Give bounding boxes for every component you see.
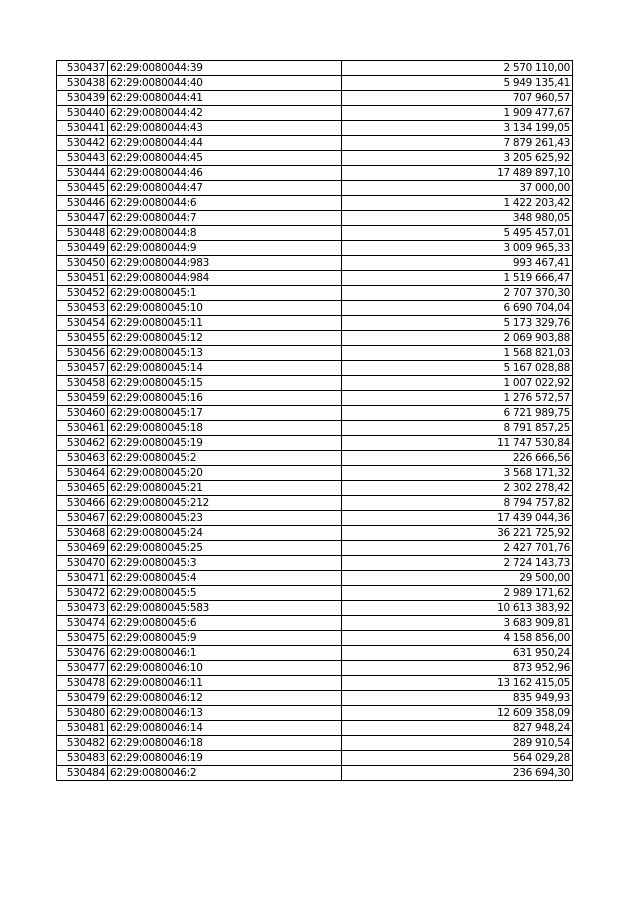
cadastral-number-cell: 62:29:0080046:19 (108, 751, 342, 766)
cadastral-value-cell: 5 173 329,76 (342, 316, 573, 331)
row-number-cell: 530449 (57, 241, 108, 256)
cadastral-number-cell: 62:29:0080044:984 (108, 271, 342, 286)
table-row (57, 451, 573, 466)
cadastral-number-cell: 62:29:0080045:13 (108, 346, 342, 361)
cadastral-number-cell: 62:29:0080044:44 (108, 136, 342, 151)
cadastral-number-cell: 62:29:0080045:4 (108, 571, 342, 586)
table-row (57, 376, 573, 391)
table-row (57, 646, 573, 661)
table-row (57, 391, 573, 406)
cadastral-number-cell: 62:29:0080044:6 (108, 196, 342, 211)
cadastral-value-cell: 2 302 278,42 (342, 481, 573, 496)
cadastral-number-cell: 62:29:0080045:5 (108, 586, 342, 601)
table-row (57, 706, 573, 721)
cadastral-value-cell: 1 519 666,47 (342, 271, 573, 286)
table-row (57, 676, 573, 691)
row-number-cell: 530476 (57, 646, 108, 661)
cadastral-value-cell: 564 029,28 (342, 751, 573, 766)
row-number-cell: 530468 (57, 526, 108, 541)
cadastral-number-cell: 62:29:0080046:2 (108, 766, 342, 781)
table-row (57, 316, 573, 331)
table-row (57, 91, 573, 106)
cadastral-value-cell: 3 009 965,33 (342, 241, 573, 256)
table-row (57, 76, 573, 91)
table-row (57, 556, 573, 571)
cadastral-value-cell: 4 158 856,00 (342, 631, 573, 646)
cadastral-value-cell: 2 570 110,00 (342, 61, 573, 76)
table-row (57, 421, 573, 436)
cadastral-number-cell: 62:29:0080045:25 (108, 541, 342, 556)
cadastral-number-cell: 62:29:0080044:41 (108, 91, 342, 106)
table-row (57, 301, 573, 316)
table-row (57, 196, 573, 211)
cadastral-number-cell: 62:29:0080044:9 (108, 241, 342, 256)
row-number-cell: 530453 (57, 301, 108, 316)
table-row (57, 271, 573, 286)
table-row (57, 751, 573, 766)
table-row (57, 136, 573, 151)
cadastral-number-cell: 62:29:0080045:9 (108, 631, 342, 646)
table-row (57, 736, 573, 751)
row-number-cell: 530445 (57, 181, 108, 196)
row-number-cell: 530464 (57, 466, 108, 481)
cadastral-number-cell: 62:29:0080044:47 (108, 181, 342, 196)
table-body (57, 61, 573, 781)
cadastral-number-cell: 62:29:0080045:10 (108, 301, 342, 316)
row-number-cell: 530479 (57, 691, 108, 706)
cadastral-number-cell: 62:29:0080046:14 (108, 721, 342, 736)
cadastral-value-cell: 10 613 383,92 (342, 601, 573, 616)
cadastral-value-cell: 37 000,00 (342, 181, 573, 196)
cadastral-number-cell: 62:29:0080044:40 (108, 76, 342, 91)
cadastral-value-cell: 17 489 897,10 (342, 166, 573, 181)
cadastral-number-cell: 62:29:0080045:19 (108, 436, 342, 451)
cadastral-value-cell: 17 439 044,36 (342, 511, 573, 526)
row-number-cell: 530438 (57, 76, 108, 91)
cadastral-number-cell: 62:29:0080045:24 (108, 526, 342, 541)
cadastral-value-cell: 707 960,57 (342, 91, 573, 106)
cadastral-value-cell: 13 162 415,05 (342, 676, 573, 691)
table-row (57, 241, 573, 256)
table-row (57, 61, 573, 76)
cadastral-number-cell: 62:29:0080046:1 (108, 646, 342, 661)
cadastral-number-cell: 62:29:0080045:212 (108, 496, 342, 511)
row-number-cell: 530454 (57, 316, 108, 331)
row-number-cell: 530448 (57, 226, 108, 241)
table-row (57, 121, 573, 136)
row-number-cell: 530477 (57, 661, 108, 676)
cadastral-value-cell: 6 690 704,04 (342, 301, 573, 316)
cadastral-number-cell: 62:29:0080044:983 (108, 256, 342, 271)
row-number-cell: 530483 (57, 751, 108, 766)
cadastral-number-cell: 62:29:0080045:6 (108, 616, 342, 631)
table-row (57, 586, 573, 601)
table-row (57, 526, 573, 541)
cadastral-value-cell: 5 495 457,01 (342, 226, 573, 241)
row-number-cell: 530471 (57, 571, 108, 586)
cadastral-number-cell: 62:29:0080045:21 (108, 481, 342, 496)
table-row (57, 661, 573, 676)
cadastral-value-cell: 289 910,54 (342, 736, 573, 751)
cadastral-value-cell: 348 980,05 (342, 211, 573, 226)
row-number-cell: 530439 (57, 91, 108, 106)
cadastral-number-cell: 62:29:0080044:42 (108, 106, 342, 121)
row-number-cell: 530478 (57, 676, 108, 691)
row-number-cell: 530452 (57, 286, 108, 301)
table-row (57, 106, 573, 121)
row-number-cell: 530443 (57, 151, 108, 166)
row-number-cell: 530461 (57, 421, 108, 436)
cadastral-value-cell: 6 721 989,75 (342, 406, 573, 421)
cadastral-value-table (56, 60, 573, 781)
cadastral-value-cell: 3 205 625,92 (342, 151, 573, 166)
cadastral-value-cell: 1 568 821,03 (342, 346, 573, 361)
cadastral-value-cell: 29 500,00 (342, 571, 573, 586)
cadastral-value-cell: 835 949,93 (342, 691, 573, 706)
cadastral-number-cell: 62:29:0080046:13 (108, 706, 342, 721)
row-number-cell: 530470 (57, 556, 108, 571)
cadastral-number-cell: 62:29:0080045:20 (108, 466, 342, 481)
cadastral-value-cell: 5 167 028,88 (342, 361, 573, 376)
cadastral-number-cell: 62:29:0080045:3 (108, 556, 342, 571)
cadastral-value-cell: 1 422 203,42 (342, 196, 573, 211)
row-number-cell: 530442 (57, 136, 108, 151)
table-row (57, 181, 573, 196)
table-row (57, 541, 573, 556)
table-row (57, 601, 573, 616)
table-row (57, 466, 573, 481)
table-row (57, 436, 573, 451)
row-number-cell: 530467 (57, 511, 108, 526)
table-row (57, 511, 573, 526)
row-number-cell: 530441 (57, 121, 108, 136)
table-row (57, 571, 573, 586)
row-number-cell: 530457 (57, 361, 108, 376)
cadastral-value-cell: 2 427 701,76 (342, 541, 573, 556)
row-number-cell: 530475 (57, 631, 108, 646)
cadastral-value-cell: 2 707 370,30 (342, 286, 573, 301)
cadastral-value-cell: 2 069 903,88 (342, 331, 573, 346)
table-row (57, 361, 573, 376)
cadastral-number-cell: 62:29:0080046:12 (108, 691, 342, 706)
table-row (57, 286, 573, 301)
row-number-cell: 530450 (57, 256, 108, 271)
cadastral-number-cell: 62:29:0080045:14 (108, 361, 342, 376)
cadastral-number-cell: 62:29:0080045:23 (108, 511, 342, 526)
cadastral-number-cell: 62:29:0080045:1 (108, 286, 342, 301)
cadastral-number-cell: 62:29:0080044:43 (108, 121, 342, 136)
cadastral-number-cell: 62:29:0080045:18 (108, 421, 342, 436)
row-number-cell: 530480 (57, 706, 108, 721)
row-number-cell: 530469 (57, 541, 108, 556)
table-row (57, 406, 573, 421)
table-row (57, 691, 573, 706)
table-row (57, 481, 573, 496)
cadastral-number-cell: 62:29:0080044:39 (108, 61, 342, 76)
cadastral-value-cell: 5 949 135,41 (342, 76, 573, 91)
table-row (57, 166, 573, 181)
cadastral-value-cell: 1 909 477,67 (342, 106, 573, 121)
cadastral-number-cell: 62:29:0080046:18 (108, 736, 342, 751)
table-row (57, 226, 573, 241)
table-row (57, 721, 573, 736)
cadastral-value-cell: 1 007 022,92 (342, 376, 573, 391)
cadastral-number-cell: 62:29:0080045:17 (108, 406, 342, 421)
cadastral-number-cell: 62:29:0080044:7 (108, 211, 342, 226)
row-number-cell: 530444 (57, 166, 108, 181)
cadastral-value-cell: 3 134 199,05 (342, 121, 573, 136)
cadastral-number-cell: 62:29:0080045:2 (108, 451, 342, 466)
row-number-cell: 530473 (57, 601, 108, 616)
row-number-cell: 530446 (57, 196, 108, 211)
cadastral-value-cell: 11 747 530,84 (342, 436, 573, 451)
row-number-cell: 530456 (57, 346, 108, 361)
table-row (57, 211, 573, 226)
table-row (57, 496, 573, 511)
cadastral-number-cell: 62:29:0080044:46 (108, 166, 342, 181)
row-number-cell: 530474 (57, 616, 108, 631)
table-row (57, 766, 573, 781)
row-number-cell: 530463 (57, 451, 108, 466)
cadastral-value-cell: 236 694,30 (342, 766, 573, 781)
cadastral-number-cell: 62:29:0080046:11 (108, 676, 342, 691)
cadastral-value-cell: 226 666,56 (342, 451, 573, 466)
cadastral-value-cell: 7 879 261,43 (342, 136, 573, 151)
table-row (57, 631, 573, 646)
row-number-cell: 530460 (57, 406, 108, 421)
row-number-cell: 530472 (57, 586, 108, 601)
cadastral-value-cell: 993 467,41 (342, 256, 573, 271)
cadastral-number-cell: 62:29:0080045:15 (108, 376, 342, 391)
row-number-cell: 530451 (57, 271, 108, 286)
cadastral-value-cell: 873 952,96 (342, 661, 573, 676)
cadastral-value-cell: 12 609 358,09 (342, 706, 573, 721)
table-row (57, 151, 573, 166)
row-number-cell: 530465 (57, 481, 108, 496)
row-number-cell: 530484 (57, 766, 108, 781)
cadastral-value-cell: 827 948,24 (342, 721, 573, 736)
row-number-cell: 530455 (57, 331, 108, 346)
cadastral-number-cell: 62:29:0080046:10 (108, 661, 342, 676)
cadastral-value-cell: 1 276 572,57 (342, 391, 573, 406)
cadastral-value-cell: 8 791 857,25 (342, 421, 573, 436)
row-number-cell: 530437 (57, 61, 108, 76)
cadastral-value-cell: 8 794 757,82 (342, 496, 573, 511)
cadastral-number-cell: 62:29:0080044:8 (108, 226, 342, 241)
cadastral-value-cell: 3 568 171,32 (342, 466, 573, 481)
cadastral-number-cell: 62:29:0080045:583 (108, 601, 342, 616)
cadastral-number-cell: 62:29:0080045:11 (108, 316, 342, 331)
cadastral-number-cell: 62:29:0080045:16 (108, 391, 342, 406)
row-number-cell: 530459 (57, 391, 108, 406)
row-number-cell: 530466 (57, 496, 108, 511)
table-row (57, 346, 573, 361)
table-row (57, 616, 573, 631)
table-row (57, 331, 573, 346)
row-number-cell: 530481 (57, 721, 108, 736)
cadastral-value-cell: 3 683 909,81 (342, 616, 573, 631)
cadastral-value-cell: 2 724 143,73 (342, 556, 573, 571)
cadastral-number-cell: 62:29:0080044:45 (108, 151, 342, 166)
cadastral-number-cell: 62:29:0080045:12 (108, 331, 342, 346)
row-number-cell: 530458 (57, 376, 108, 391)
table-row (57, 256, 573, 271)
row-number-cell: 530447 (57, 211, 108, 226)
row-number-cell: 530462 (57, 436, 108, 451)
cadastral-value-cell: 631 950,24 (342, 646, 573, 661)
row-number-cell: 530482 (57, 736, 108, 751)
cadastral-value-cell: 36 221 725,92 (342, 526, 573, 541)
row-number-cell: 530440 (57, 106, 108, 121)
cadastral-value-cell: 2 989 171,62 (342, 586, 573, 601)
